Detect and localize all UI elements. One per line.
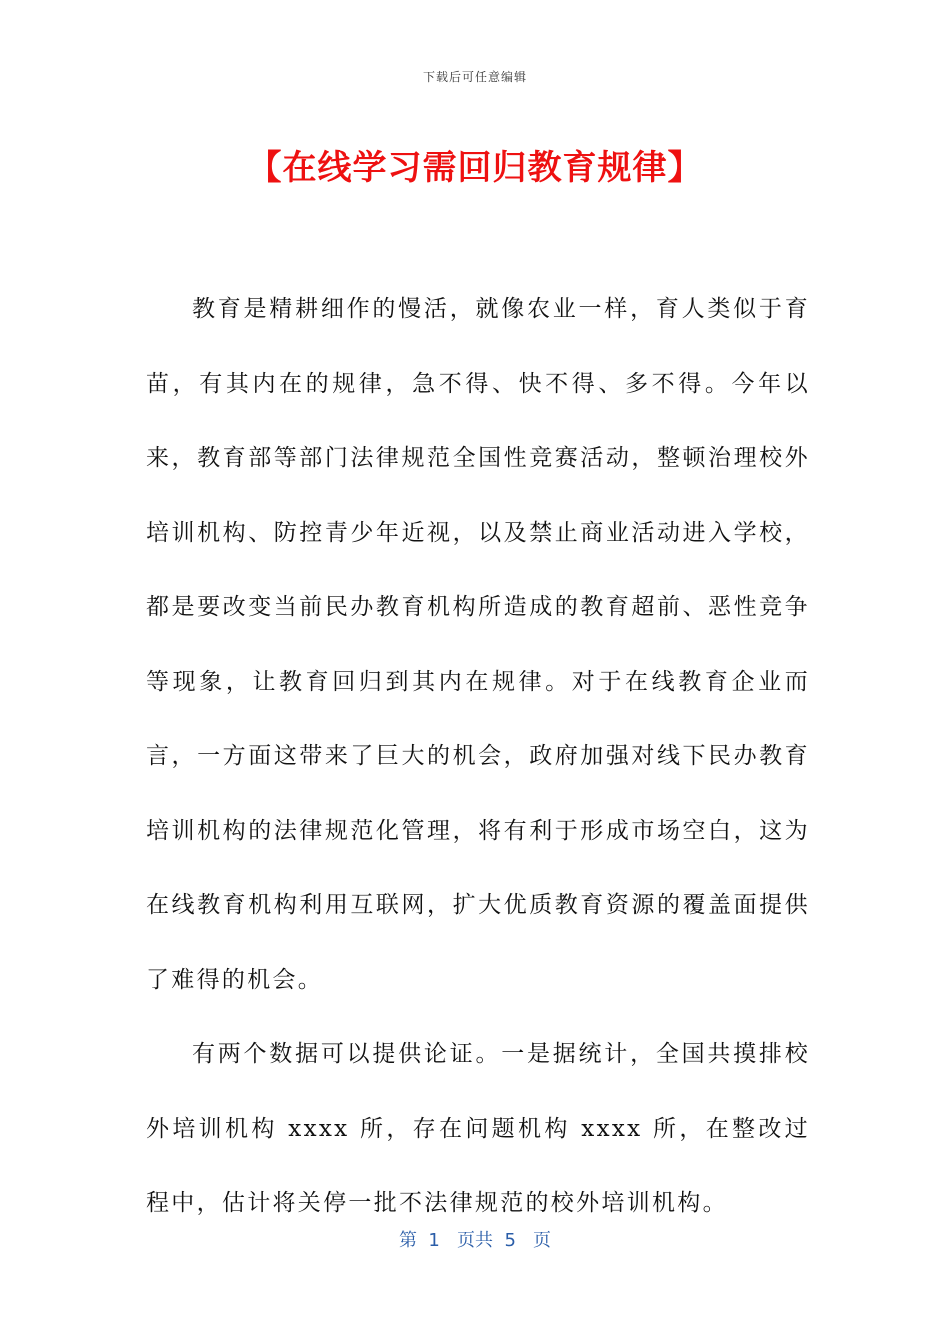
paragraph: 教育是精耕细作的慢活，就像农业一样，育人类似于育苗，有其内在的规律，急不得、快不得、多不得。今年以来，教育部等部门法律规范全国性竞赛活动，整顿治理校外培训机构、防控青少年近视，以及禁止商业活动进入学校，都是要改变当前民办教育机构所造成的教育超前、恶性竞争等现象，让教育回归到其内在规律。对于在线教育企业而言，一方面这带来了巨大的机会，政府加强对线下民办教育培训机构的法律规范化管理，将有利于形成市场空白，这为在线教育机构利用互联网，扩大优质教育资源的覆盖面提供了难得的机会。	[146, 296, 810, 993]
document-body	[146, 272, 810, 1241]
paragraph: 有两个数据可以提供论证。一是据统计，全国共摸排校外培训机构 xxxx 所，存在问题机构 xxxx 所，在整改过程中，估计将关停一批不法律规范的校外培训机构。	[146, 1041, 810, 1216]
page-number-footer: 第 1 页共 5 页	[398, 1230, 552, 1251]
header-note: 下载后可任意编辑	[422, 70, 527, 84]
document-title: 【在线学习需回归教育规律】	[247, 148, 703, 188]
